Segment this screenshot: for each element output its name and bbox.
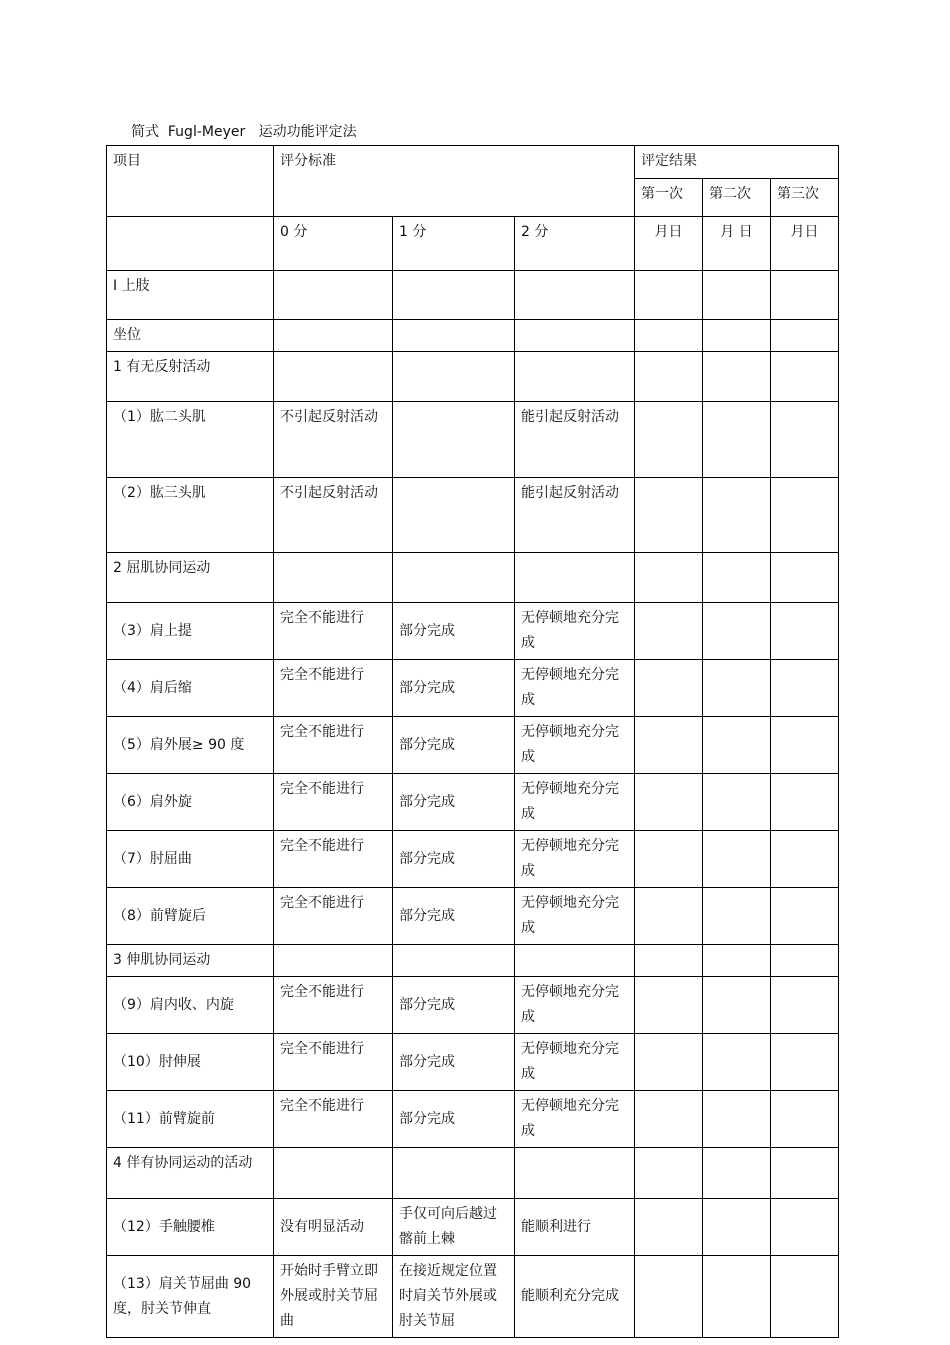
score-2-cell: 无停顿地充分完成 <box>515 888 635 945</box>
result-1-cell <box>635 271 703 320</box>
table-row <box>107 603 839 660</box>
score-2-cell <box>515 1148 635 1199</box>
result-3-cell <box>771 320 839 352</box>
score-0-cell <box>274 945 393 977</box>
score-2-cell <box>515 352 635 402</box>
score-2-cell: 无停顿地充分完成 <box>515 603 635 660</box>
result-2-cell <box>703 271 771 320</box>
result-2-cell <box>703 1091 771 1148</box>
item-cell: 坐位 <box>107 320 274 352</box>
score-0-cell <box>274 1148 393 1199</box>
result-3-cell <box>771 945 839 977</box>
item-cell: （7）肘屈曲 <box>107 831 274 888</box>
item-cell: （4）肩后缩 <box>107 660 274 717</box>
result-1-cell <box>635 717 703 774</box>
score-1-cell: 部分完成 <box>393 717 515 774</box>
table-row <box>107 831 839 888</box>
result-2-cell <box>703 1256 771 1338</box>
item-cell: Ⅰ 上肢 <box>107 271 274 320</box>
result-1-cell <box>635 831 703 888</box>
table-row <box>107 660 839 717</box>
result-3-cell <box>771 774 839 831</box>
score-0-cell <box>274 553 393 603</box>
header-second: 第二次 <box>703 179 771 217</box>
result-1-cell <box>635 1199 703 1256</box>
result-1-cell <box>635 977 703 1034</box>
table-row <box>107 1091 839 1148</box>
result-3-cell <box>771 603 839 660</box>
table-row <box>107 1034 839 1091</box>
score-0-cell: 完全不能进行 <box>274 977 393 1034</box>
score-0-cell: 没有明显活动 <box>274 1199 393 1256</box>
result-2-cell <box>703 831 771 888</box>
result-3-cell <box>771 1034 839 1091</box>
score-2-cell <box>515 320 635 352</box>
score-2-cell: 无停顿地充分完成 <box>515 831 635 888</box>
result-3-cell <box>771 831 839 888</box>
score-2-cell: 能顺利充分完成 <box>515 1256 635 1338</box>
header-date-2: 月 日 <box>703 217 771 271</box>
table-row <box>107 1256 839 1338</box>
header-score-1: 1 分 <box>393 217 515 271</box>
score-1-cell <box>393 478 515 553</box>
result-1-cell <box>635 553 703 603</box>
score-1-cell <box>393 1148 515 1199</box>
result-2-cell <box>703 1034 771 1091</box>
fugl-meyer-table <box>106 145 839 1338</box>
score-2-cell: 能引起反射活动 <box>515 478 635 553</box>
score-1-cell: 部分完成 <box>393 831 515 888</box>
score-2-cell: 无停顿地充分完成 <box>515 774 635 831</box>
result-1-cell <box>635 402 703 478</box>
result-2-cell <box>703 553 771 603</box>
table-row <box>107 977 839 1034</box>
item-cell: 4 伴有协同运动的活动 <box>107 1148 274 1199</box>
result-2-cell <box>703 774 771 831</box>
result-1-cell <box>635 1034 703 1091</box>
item-cell: （8）前臂旋后 <box>107 888 274 945</box>
score-0-cell <box>274 320 393 352</box>
score-2-cell: 能顺利进行 <box>515 1199 635 1256</box>
result-3-cell <box>771 1091 839 1148</box>
item-cell: （13）肩关节屈曲 90 度，肘关节伸直 <box>107 1256 274 1338</box>
table-body <box>107 271 839 1338</box>
score-1-cell: 部分完成 <box>393 660 515 717</box>
result-1-cell <box>635 1091 703 1148</box>
result-2-cell <box>703 660 771 717</box>
table-row <box>107 320 839 352</box>
table-row <box>107 352 839 402</box>
header-result: 评定结果 <box>635 146 839 179</box>
result-3-cell <box>771 1256 839 1338</box>
result-2-cell <box>703 352 771 402</box>
result-1-cell <box>635 603 703 660</box>
result-2-cell <box>703 1199 771 1256</box>
result-2-cell <box>703 320 771 352</box>
result-2-cell <box>703 603 771 660</box>
header-item: 项目 <box>107 146 274 217</box>
result-3-cell <box>771 1199 839 1256</box>
score-1-cell: 部分完成 <box>393 603 515 660</box>
table-row <box>107 945 839 977</box>
score-2-cell: 无停顿地充分完成 <box>515 717 635 774</box>
result-1-cell <box>635 945 703 977</box>
item-cell: （11）前臂旋前 <box>107 1091 274 1148</box>
result-3-cell <box>771 352 839 402</box>
header-row-1 <box>107 146 839 179</box>
score-1-cell: 部分完成 <box>393 977 515 1034</box>
table-row <box>107 717 839 774</box>
score-1-cell <box>393 271 515 320</box>
score-1-cell: 部分完成 <box>393 1034 515 1091</box>
score-1-cell: 部分完成 <box>393 888 515 945</box>
item-cell: 2 屈肌协同运动 <box>107 553 274 603</box>
item-cell: （5）肩外展≥ 90 度 <box>107 717 274 774</box>
score-2-cell <box>515 945 635 977</box>
item-cell: （1）肱二头肌 <box>107 402 274 478</box>
score-1-cell <box>393 402 515 478</box>
result-3-cell <box>771 553 839 603</box>
score-0-cell: 完全不能进行 <box>274 603 393 660</box>
item-cell: （9）肩内收、内旋 <box>107 977 274 1034</box>
result-3-cell <box>771 717 839 774</box>
score-0-cell: 不引起反射活动 <box>274 478 393 553</box>
score-1-cell <box>393 553 515 603</box>
item-cell: （2）肱三头肌 <box>107 478 274 553</box>
score-2-cell: 无停顿地充分完成 <box>515 1034 635 1091</box>
table-row <box>107 402 839 478</box>
score-0-cell: 完全不能进行 <box>274 888 393 945</box>
item-cell: 3 伸肌协同运动 <box>107 945 274 977</box>
score-0-cell: 完全不能进行 <box>274 831 393 888</box>
score-1-cell <box>393 352 515 402</box>
result-3-cell <box>771 1148 839 1199</box>
result-2-cell <box>703 717 771 774</box>
header-date-1: 月日 <box>635 217 703 271</box>
score-2-cell <box>515 271 635 320</box>
header-date-3: 月日 <box>771 217 839 271</box>
score-0-cell <box>274 352 393 402</box>
table-row <box>107 1148 839 1199</box>
result-3-cell <box>771 660 839 717</box>
document-title: 简式 Fugl-Meyer 运动功能评定法 <box>131 124 357 140</box>
result-2-cell <box>703 977 771 1034</box>
header-blank <box>107 217 274 271</box>
result-3-cell <box>771 977 839 1034</box>
header-score-2: 2 分 <box>515 217 635 271</box>
score-1-cell: 部分完成 <box>393 1091 515 1148</box>
result-1-cell <box>635 478 703 553</box>
result-2-cell <box>703 402 771 478</box>
item-cell: （10）肘伸展 <box>107 1034 274 1091</box>
score-2-cell: 能引起反射活动 <box>515 402 635 478</box>
score-2-cell <box>515 553 635 603</box>
score-0-cell: 完全不能进行 <box>274 1091 393 1148</box>
table-row <box>107 271 839 320</box>
result-1-cell <box>635 352 703 402</box>
score-0-cell: 不引起反射活动 <box>274 402 393 478</box>
result-1-cell <box>635 660 703 717</box>
header-third: 第三次 <box>771 179 839 217</box>
result-3-cell <box>771 402 839 478</box>
result-2-cell <box>703 1148 771 1199</box>
item-cell: （3）肩上提 <box>107 603 274 660</box>
table-row <box>107 553 839 603</box>
score-0-cell <box>274 271 393 320</box>
score-0-cell: 完全不能进行 <box>274 774 393 831</box>
score-1-cell: 部分完成 <box>393 774 515 831</box>
score-0-cell: 完全不能进行 <box>274 660 393 717</box>
result-3-cell <box>771 478 839 553</box>
result-1-cell <box>635 888 703 945</box>
header-row-3 <box>107 217 839 271</box>
result-1-cell <box>635 320 703 352</box>
result-2-cell <box>703 945 771 977</box>
result-3-cell <box>771 271 839 320</box>
result-2-cell <box>703 478 771 553</box>
table-row <box>107 1199 839 1256</box>
score-0-cell: 完全不能进行 <box>274 1034 393 1091</box>
score-2-cell: 无停顿地充分完成 <box>515 660 635 717</box>
table-row <box>107 774 839 831</box>
score-2-cell: 无停顿地充分完成 <box>515 977 635 1034</box>
result-3-cell <box>771 888 839 945</box>
header-criteria: 评分标准 <box>274 146 635 217</box>
score-1-cell <box>393 320 515 352</box>
result-1-cell <box>635 774 703 831</box>
item-cell: （6）肩外旋 <box>107 774 274 831</box>
item-cell: 1 有无反射活动 <box>107 352 274 402</box>
table-row <box>107 888 839 945</box>
result-2-cell <box>703 888 771 945</box>
item-cell: （12）手触腰椎 <box>107 1199 274 1256</box>
header-score-0: 0 分 <box>274 217 393 271</box>
result-1-cell <box>635 1256 703 1338</box>
table-row <box>107 478 839 553</box>
score-0-cell: 开始时手臂立即外展或肘关节屈曲 <box>274 1256 393 1338</box>
score-1-cell: 在接近规定位置时肩关节外展或肘关节屈 <box>393 1256 515 1338</box>
score-0-cell: 完全不能进行 <box>274 717 393 774</box>
result-1-cell <box>635 1148 703 1199</box>
score-1-cell: 手仅可向后越过髂前上棘 <box>393 1199 515 1256</box>
header-first: 第一次 <box>635 179 703 217</box>
score-2-cell: 无停顿地充分完成 <box>515 1091 635 1148</box>
score-1-cell <box>393 945 515 977</box>
